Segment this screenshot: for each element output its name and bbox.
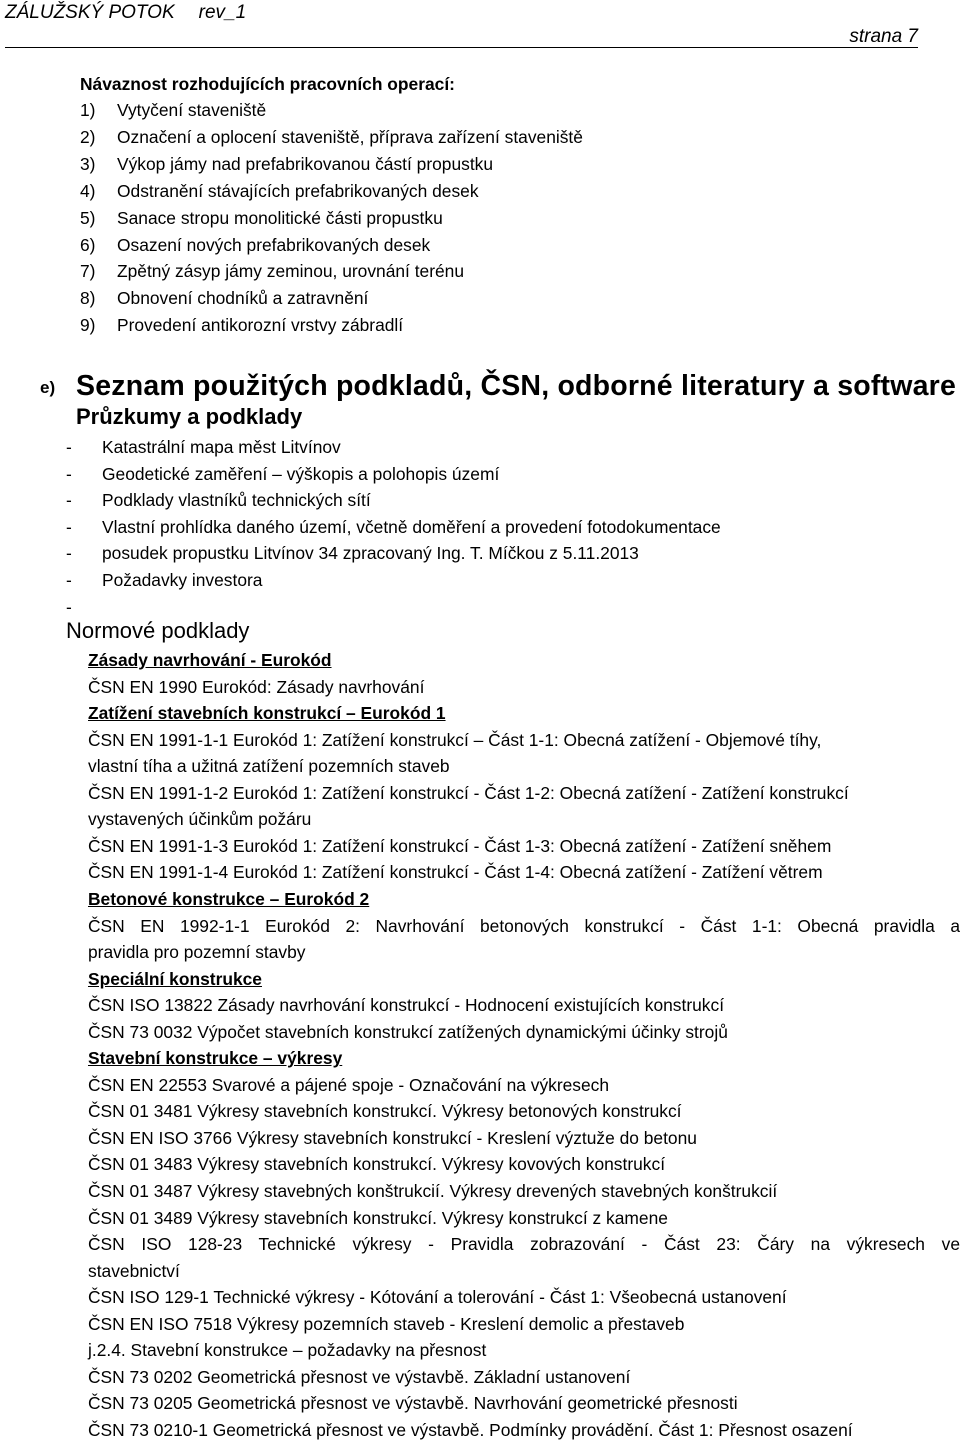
operation-item: Provedení antikorozní vrstvy zábradlí <box>117 315 404 336</box>
norm-entry: ČSN 73 0032 Výpočet stavebních konstrukcí zatížených dynamickými účinky strojů <box>88 1021 728 1042</box>
norms-title: Normové podklady <box>66 618 250 643</box>
operation-item: Zpětný zásyp jámy zeminou, urovnání terénu <box>117 261 465 282</box>
survey-item: posudek propustku Litvínov 34 zpracovaný Ing. T. Míčkou z 5.11.2013 <box>102 543 639 564</box>
survey-item: Podklady vlastníků technických sítí <box>102 490 371 511</box>
revision-label: rev_1 <box>198 2 247 23</box>
survey-item: Geodetické zaměření – výškopis a polohopis území <box>102 463 500 484</box>
operation-number: 9) <box>80 315 96 336</box>
norm-entry: ČSN EN 22553 Svarové a pájené spoje - Označování na výkresech <box>88 1074 610 1095</box>
operation-item: Osazení nových prefabrikovaných desek <box>117 234 431 255</box>
norm-entry: ČSN EN 1991-1-2 Eurokód 1: Zatížení konstrukcí - Část 1-2: Obecná zatížení - Zatížení konstrukcí <box>88 782 849 803</box>
operation-item: Obnovení chodníků a zatravnění <box>117 288 369 309</box>
operation-number: 7) <box>80 261 96 282</box>
operation-item: Vytyčení staveniště <box>117 100 267 120</box>
doc-name: ZÁLUŽSKÝ POTOK <box>5 2 175 23</box>
norm-entry: vlastní tíha a užitná zatížení pozemních staveb <box>88 756 450 777</box>
survey-item: Vlastní prohlídka daného území, včetně doměření a provedení fotodokumentace <box>102 516 721 537</box>
list-dash: - <box>66 596 72 617</box>
header-left <box>5 2 246 24</box>
norm-group-heading: Speciální konstrukce <box>88 968 262 989</box>
norm-entry: ČSN ISO 128-23 Technické výkresy - Pravidla zobrazování - Část 23: Čáry na výkresech ve <box>88 1234 960 1255</box>
operation-number: 1) <box>80 100 96 120</box>
norm-entry: ČSN EN 1990 Eurokód: Zásady navrhování <box>88 676 425 697</box>
operation-number: 5) <box>80 207 96 228</box>
operation-number: 4) <box>80 180 96 201</box>
survey-item: Katastrální mapa měst Litvínov <box>102 437 341 457</box>
norm-entry: ČSN EN 1991-1-4 Eurokód 1: Zatížení konstrukcí - Část 1-4: Obecná zatížení - Zatížení větrem <box>88 862 823 883</box>
survey-item: Požadavky investora <box>102 570 263 590</box>
norm-entry: ČSN 73 0205 Geometrická přesnost ve výstavbě. Navrhování geometrické přesnosti <box>88 1393 738 1414</box>
operation-item: Označení a oplocení staveniště, příprava zařízení staveniště <box>117 126 583 147</box>
norm-entry: stavebnictví <box>88 1260 180 1281</box>
norm-entry: ČSN 73 0210-1 Geometrická přesnost ve výstavbě. Podmínky provádění. Část 1: Přesnost osazení <box>88 1419 853 1440</box>
header-divider <box>5 47 918 48</box>
page-number: strana 7 <box>849 26 918 47</box>
operation-number: 6) <box>80 234 96 255</box>
norm-entry: ČSN 01 3489 Výkresy stavebních konstrukcí. Výkresy konstrukcí z kamene <box>88 1207 668 1228</box>
operations-title: Návaznost rozhodujících pracovních operací: <box>80 74 455 94</box>
norm-entry: ČSN 01 3483 Výkresy stavebních konstrukcí. Výkresy kovových konstrukcí <box>88 1154 666 1175</box>
norm-group-heading: Zatížení stavebních konstrukcí – Eurokód 1 <box>88 703 446 724</box>
operation-number: 2) <box>80 126 96 147</box>
norm-entry: ČSN EN 1991-1-1 Eurokód 1: Zatížení konstrukcí – Část 1-1: Obecná zatížení - Objemové tíhy, <box>88 729 822 750</box>
list-dash: - <box>66 570 72 590</box>
list-dash: - <box>66 516 72 537</box>
operation-item: Výkop jámy nad prefabrikovanou částí propustku <box>117 153 494 174</box>
survey-subtitle: Průzkumy a podklady <box>76 404 303 429</box>
norm-group-heading: Stavební konstrukce – výkresy <box>88 1048 343 1069</box>
list-dash: - <box>66 437 72 457</box>
list-dash: - <box>66 490 72 511</box>
operation-item: Sanace stropu monolitické části propustku <box>117 207 443 228</box>
norm-group-heading: Betonové konstrukce – Eurokód 2 <box>88 888 370 909</box>
norm-entry: ČSN EN ISO 3766 Výkresy stavebních konstrukcí - Kreslení výztuže do betonu <box>88 1127 697 1148</box>
section-e-title: Seznam použitých podkladů, ČSN, odborné literatury a software <box>76 370 957 402</box>
norm-entry: ČSN 73 0202 Geometrická přesnost ve výstavbě. Základní ustanovení <box>88 1366 631 1387</box>
norm-entry: ČSN EN ISO 7518 Výkresy pozemních staveb - Kreslení demolic a přestaveb <box>88 1313 685 1334</box>
section-e-label: e) <box>40 378 56 397</box>
norm-entry: ČSN 01 3481 Výkresy stavebních konstrukcí. Výkresy betonových konstrukcí <box>88 1101 682 1122</box>
operation-number: 8) <box>80 288 96 309</box>
norm-entry: j.2.4. Stavební konstrukce – požadavky na přesnost <box>88 1340 487 1361</box>
operation-number: 3) <box>80 153 96 174</box>
page-header <box>0 0 960 52</box>
norm-entry: ČSN ISO 129-1 Technické výkresy - Kótování a tolerování - Část 1: Všeobecná ustanovení <box>88 1287 787 1308</box>
norm-entry: pravidla pro pozemní stavby <box>88 942 306 963</box>
list-dash: - <box>66 543 72 564</box>
norm-entry: ČSN EN 1991-1-3 Eurokód 1: Zatížení konstrukcí - Část 1-3: Obecná zatížení - Zatížení sněhem <box>88 835 832 856</box>
norm-entry: ČSN ISO 13822 Zásady navrhování konstrukcí - Hodnocení existujících konstrukcí <box>88 995 725 1016</box>
operation-item: Odstranění stávajících prefabrikovaných desek <box>117 180 479 201</box>
norm-entry: ČSN EN 1992-1-1 Eurokód 2: Navrhování betonových konstrukcí - Část 1-1: Obecná pravidla a <box>88 915 960 936</box>
list-dash: - <box>66 463 72 484</box>
norm-entry: vystavených účinkům požáru <box>88 809 312 830</box>
norm-entry: ČSN 01 3487 Výkresy stavebných konštrukcií. Výkresy drevených stavebných konštrukcií <box>88 1181 778 1201</box>
norm-group-heading: Zásady navrhování - Eurokód <box>88 650 332 670</box>
